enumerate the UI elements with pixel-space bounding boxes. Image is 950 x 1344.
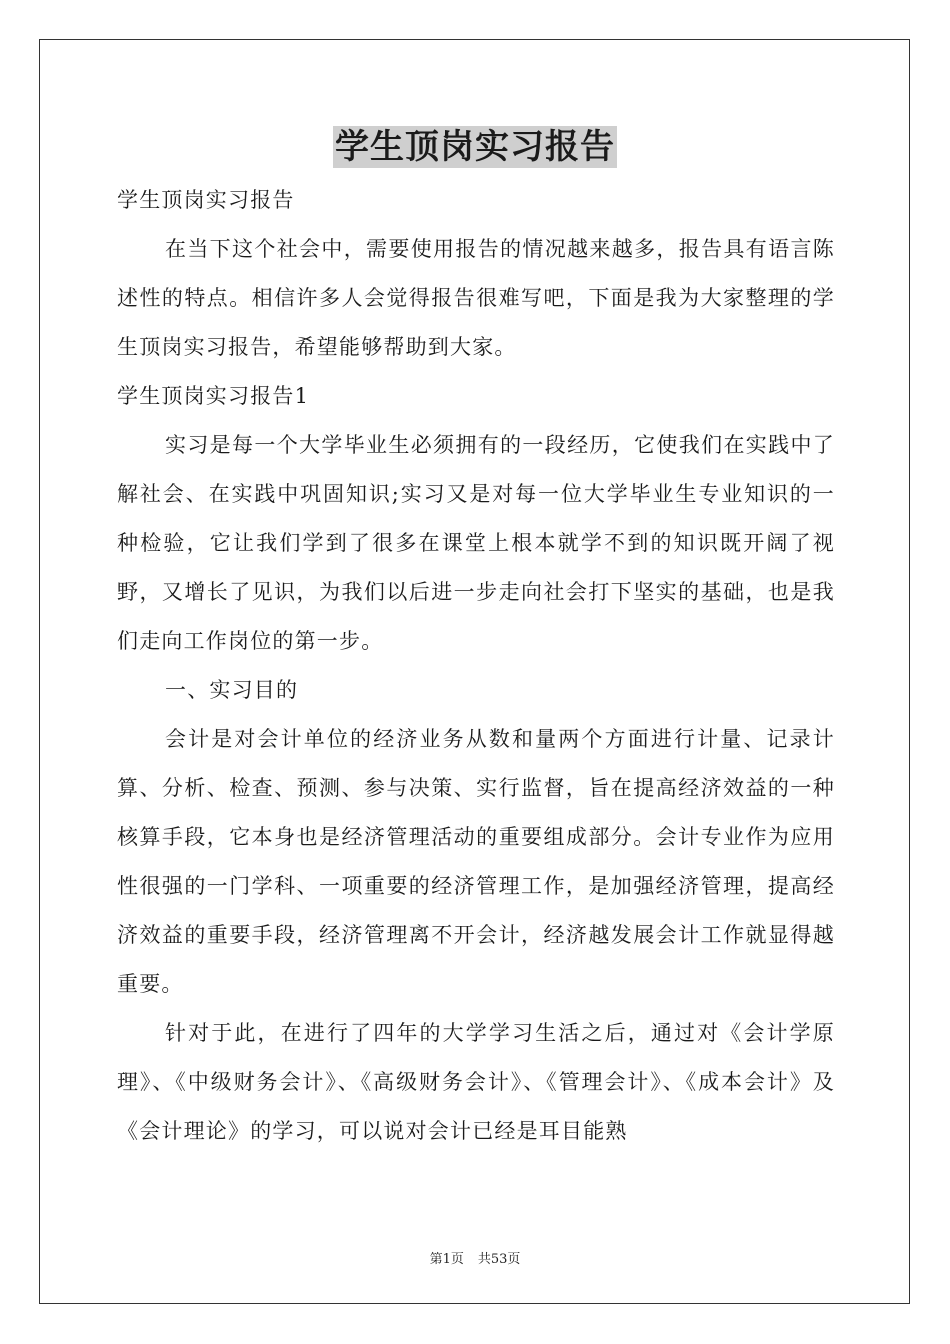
body-paragraph: 针对于此，在进行了四年的大学学习生活之后，通过对《会计学原理》、《中级财务会计》、《高级财务会计》、《管理会计》、《成本会计》及《会计理论》的学习，可以说对会计已经是耳目能熟 bbox=[117, 1021, 835, 1143]
document-title: 学生顶岗实习报告 bbox=[335, 127, 615, 167]
title-container bbox=[0, 126, 950, 168]
page-footer bbox=[0, 1248, 950, 1267]
body-paragraph: 实习是每一个大学毕业生必须拥有的一段经历，它使我们在实践中了解社会、在实践中巩固知识;实习又是对每一位大学毕业生专业知识的一种检验，它让我们学到了很多在课堂上根本就学不到的知识既开阔了视野，又增长了见识，为我们以后进一步走向社会打下坚实的基础，也是我们走向工作岗位的第一步。 bbox=[117, 433, 835, 653]
document-subtitle: 学生顶岗实习报告 bbox=[117, 188, 295, 212]
section-heading: 一、实习目的 bbox=[165, 678, 299, 702]
page-number: 第1页 bbox=[429, 1252, 464, 1267]
intro-paragraph: 在当下这个社会中，需要使用报告的情况越来越多，报告具有语言陈述性的特点。相信许多人会觉得报告很难写吧，下面是我为大家整理的学生顶岗实习报告，希望能够帮助到大家。 bbox=[117, 237, 835, 359]
body-paragraph: 会计是对会计单位的经济业务从数和量两个方面进行计量、记录计算、分析、检查、预测、参与决策、实行监督，旨在提高经济效益的一种核算手段，它本身也是经济管理活动的重要组成部分。会计专业作为应用性很强的一门学科、一项重要的经济管理工作，是加强经济管理，提高经济效益的重要手段，经济管理离不开会计，经济越发展会计工作就显得越重要。 bbox=[117, 727, 835, 996]
page-total: 共53页 bbox=[477, 1252, 521, 1267]
section-title: 学生顶岗实习报告1 bbox=[117, 384, 310, 408]
document-body bbox=[117, 176, 835, 1156]
